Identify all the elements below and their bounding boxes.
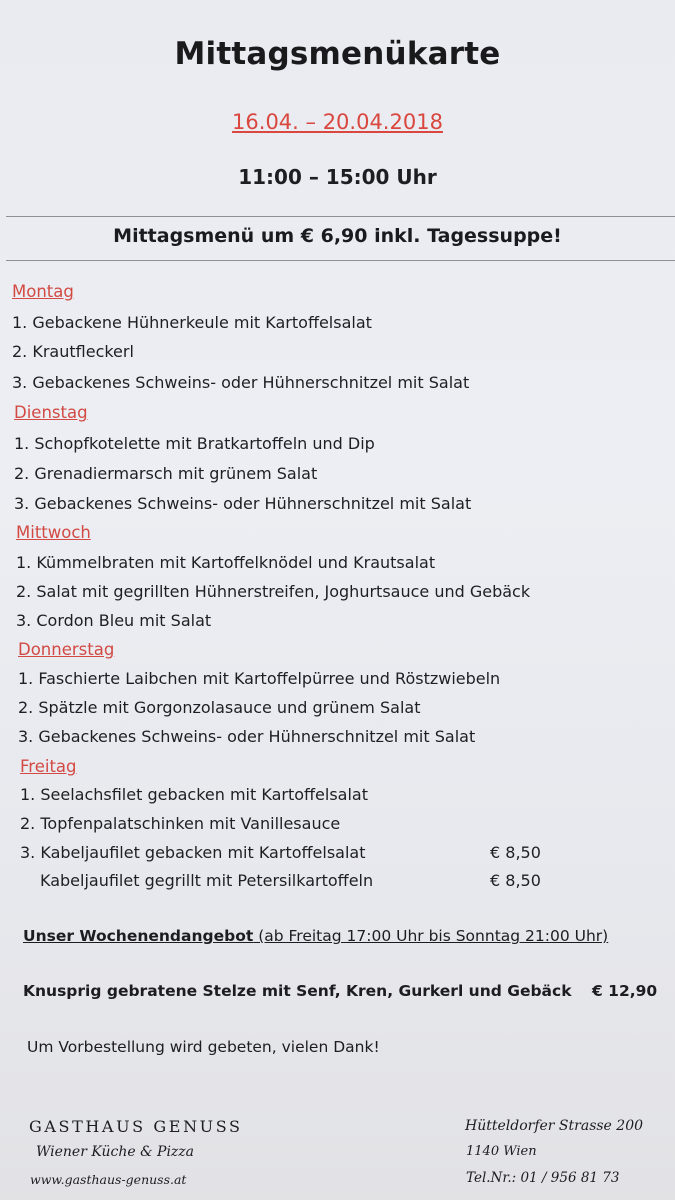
dish-item: 1. Gebackene Hühnerkeule mit Kartoffelsalat: [12, 313, 372, 332]
divider-bottom: [6, 260, 675, 261]
dish-item: 1. Faschierte Laibchen mit Kartoffelpürree und Röstzwiebeln: [18, 669, 501, 688]
dish-item: 1. Seelachsfilet gebacken mit Kartoffelsalat: [20, 785, 368, 804]
dish-price: € 8,50: [490, 843, 541, 862]
dish-item: 3. Kabeljaufilet gebacken mit Kartoffelsalat: [20, 843, 366, 862]
weekend-time: (ab Freitag 17:00 Uhr bis Sonntag 21:00 Uhr): [253, 927, 609, 945]
weekend-offer-heading: [23, 927, 608, 945]
weekend-label: Unser Wochenendangebot: [23, 927, 254, 945]
menu-offer: Mittagsmenü um € 6,90 inkl. Tagessuppe!: [113, 225, 562, 247]
day-heading-mittwoch: Mittwoch: [16, 523, 91, 542]
dish-item: 3. Gebackenes Schweins- oder Hühnerschnitzel mit Salat: [18, 727, 476, 746]
day-heading-montag: Montag: [12, 282, 74, 301]
preorder-note: Um Vorbestellung wird gebeten, vielen Dank!: [27, 1038, 380, 1056]
weekend-dish: Knusprig gebratene Stelze mit Senf, Kren, Gurkerl und Gebäck: [23, 982, 572, 1000]
restaurant-website: www.gasthaus-genuss.at: [30, 1172, 187, 1187]
page-title: Mittagsmenükarte: [174, 36, 501, 72]
dish-item: 2. Topfenpalatschinken mit Vanillesauce: [20, 814, 341, 833]
dish-item: 2. Salat mit gegrillten Hühnerstreifen, Joghurtsauce und Gebäck: [16, 582, 531, 601]
address-city: 1140 Wien: [466, 1144, 537, 1159]
dish-price: € 8,50: [490, 871, 541, 890]
day-heading-donnerstag: Donnerstag: [18, 640, 115, 659]
dish-item: 3. Cordon Bleu mit Salat: [16, 611, 212, 630]
dish-item: Kabeljaufilet gegrillt mit Petersilkartoffeln: [40, 871, 374, 890]
phone-number: Tel.Nr.: 01 / 956 81 73: [466, 1170, 620, 1186]
dish-item: 1. Kümmelbraten mit Kartoffelknödel und Krautsalat: [16, 553, 436, 572]
dish-item: 2. Grenadiermarsch mit grünem Salat: [14, 464, 318, 483]
dish-item: 1. Schopfkotelette mit Bratkartoffeln und Dip: [14, 434, 375, 453]
day-heading-dienstag: Dienstag: [14, 403, 88, 422]
weekend-price: € 12,90: [592, 982, 658, 1000]
restaurant-tagline: Wiener Küche & Pizza: [36, 1144, 195, 1160]
restaurant-name: GASTHAUS GENUSS: [29, 1117, 243, 1136]
dish-item: 3. Gebackenes Schweins- oder Hühnerschnitzel mit Salat: [14, 494, 472, 513]
opening-hours: 11:00 – 15:00 Uhr: [238, 165, 437, 189]
address-street: Hütteldorfer Strasse 200: [465, 1118, 644, 1134]
day-heading-freitag: Freitag: [20, 757, 77, 776]
dish-item: 2. Krautfleckerl: [12, 342, 134, 361]
dish-item: 3. Gebackenes Schweins- oder Hühnerschnitzel mit Salat: [12, 373, 470, 392]
divider-top: [6, 216, 675, 217]
date-range: 16.04. – 20.04.2018: [232, 110, 443, 134]
dish-item: 2. Spätzle mit Gorgonzolasauce und grünem Salat: [18, 698, 421, 717]
